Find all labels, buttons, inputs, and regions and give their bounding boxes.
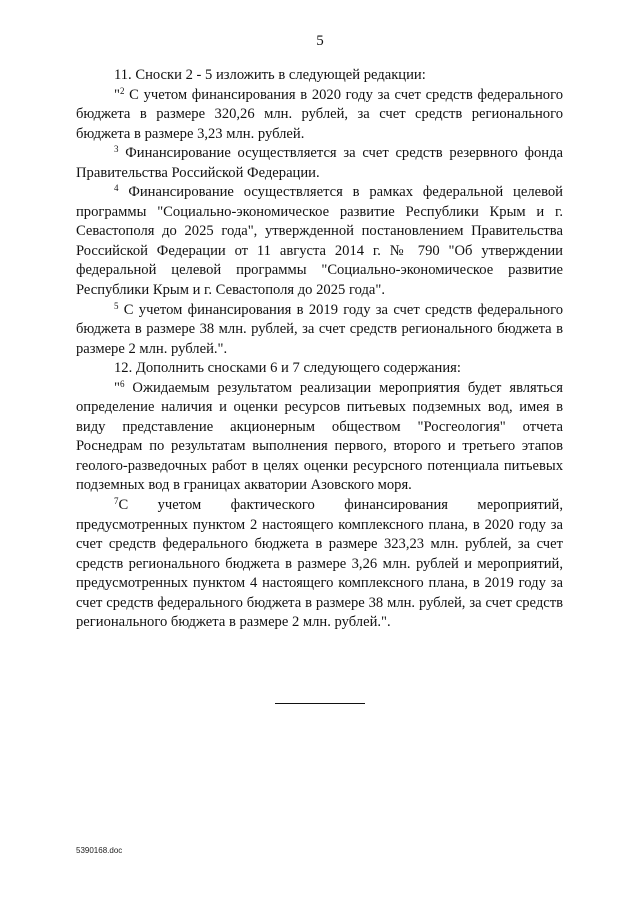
paragraph-text: С учетом финансирования в 2020 году за счет средств федерального бюджета в размере 320,26 млн. рублей, за счет средств регионального бюджета в размере 3,23 млн. рублей. [76, 86, 563, 142]
opening-quote: " [114, 86, 120, 103]
footnote-2-text [76, 86, 563, 145]
paragraph-text: Финансирование осуществляется за счет средств резервного фонда Правительства Российской Федерации. [76, 145, 563, 181]
footnote-marker: 7 [114, 496, 119, 507]
document-file-reference: 5390168.doc [76, 846, 123, 855]
footnote-marker: 3 [114, 144, 119, 155]
paragraph-text: 12. Дополнить сносками 6 и 7 следующего содержания: [114, 360, 461, 377]
paragraph-item-11 [76, 66, 563, 86]
document-body [76, 66, 563, 633]
opening-quote: " [114, 379, 120, 396]
footnote-marker: 5 [114, 300, 119, 311]
footnote-marker: 6 [119, 378, 125, 389]
footnote-marker: 4 [114, 183, 119, 194]
footnote-4-text [76, 183, 563, 300]
paragraph-text: Ожидаемым результатом реализации мероприятия будет являться определение наличия и оценки ресурсов питьевых подземных вод, имея в виду представление акционерным обществом "Росгеология" отчета Роснедрам по результатам выполнения первого, второго и третьего этапов геолого-разведочных работ в целях оценки ресурсного потенциала питьевых подземных вод в границах акватории Азовского моря. [76, 379, 563, 494]
paragraph-item-12 [76, 359, 563, 379]
paragraph-text: Финансирование осуществляется в рамках федеральной целевой программы "Социально-экономическое развитие Республики Крым и г. Севастополя до 2025 года", утвержденной постановлением Правительства Российской Федерации от 11 августа 2014 г. № 790 "Об утверждении федеральной целевой программы "Социально-экономическое развитие Республики Крым и г. Севастополя до 2025 года". [76, 184, 563, 299]
footnote-5-text [76, 301, 563, 360]
paragraph-text: С учетом финансирования в 2019 году за счет средств федерального бюджета в размере 38 млн. рублей, за счет средств регионального бюджета в размере 2 млн. рублей.". [76, 301, 563, 357]
page-number: 5 [316, 33, 324, 49]
footnote-6-text [76, 379, 563, 496]
footnote-marker: 2 [119, 85, 125, 96]
paragraph-text: 11. Сноски 2 - 5 изложить в следующей редакции: [114, 67, 426, 83]
footnote-7-text [76, 496, 563, 633]
footnote-3-text [76, 144, 563, 183]
paragraph-text: С учетом фактического финансирования мероприятий, предусмотренных пунктом 2 настоящего комплексного плана, в 2020 году за счет средств федерального бюджета в размере 323,23 млн. рублей, за счет средств регионального бюджета в размере 3,26 млн. рублей и мероприятий, предусмотренных пунктом 4 настоящего комплексного плана, в 2019 году за счет средств федерального бюджета в размере 38 млн. рублей, за счет средств регионального бюджета в размере 2 млн. рублей.". [76, 497, 563, 631]
end-divider [275, 703, 365, 704]
